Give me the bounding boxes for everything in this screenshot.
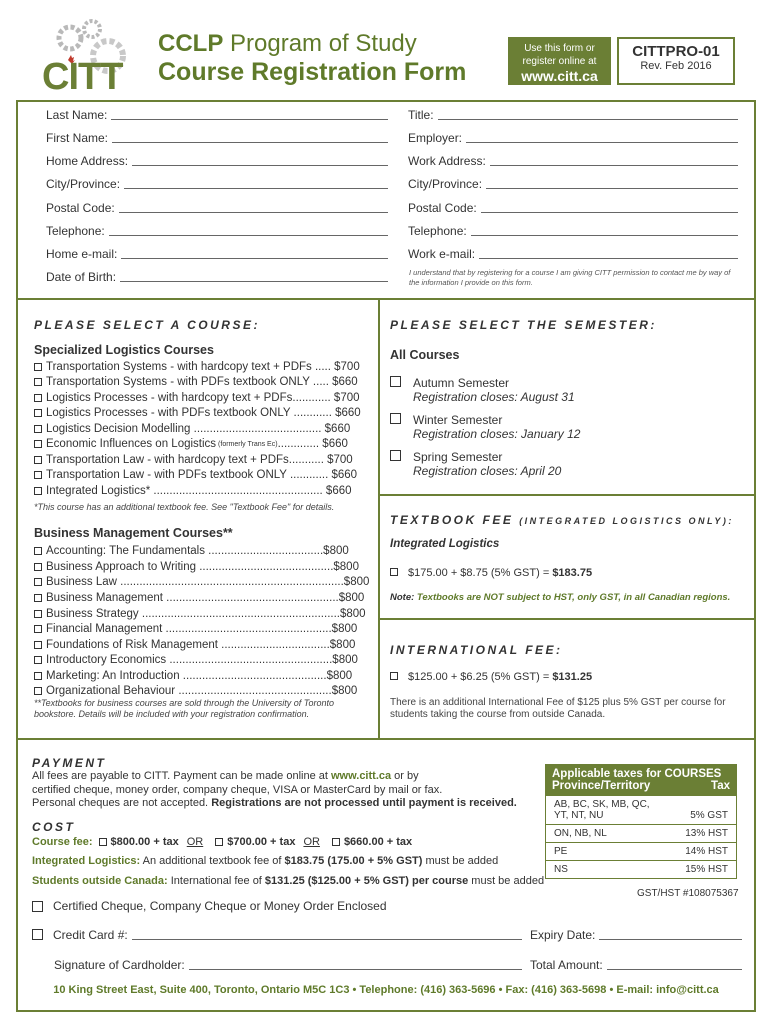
consent-text: I understand that by registering for a course I am giving CITT permission to contact me by way of the information I provide on this form. [409, 268, 731, 287]
international-fee-option[interactable]: $125.00 + $6.25 (5% GST) = $131.25 [390, 671, 592, 683]
divider [16, 298, 756, 300]
course-option[interactable]: Transportation Systems - with hardcopy text + PDFs ..... $700 [34, 361, 360, 373]
fee-checkbox-660[interactable] [332, 838, 340, 846]
employer-field[interactable]: Employer: [408, 129, 738, 145]
payment-url-link[interactable]: www.citt.ca [331, 770, 392, 782]
international-fee-heading: INTERNATIONAL FEE: [390, 643, 563, 657]
checkbox[interactable] [34, 563, 42, 571]
header [0, 0, 770, 100]
semester-section-heading: PLEASE SELECT THE SEMESTER: [390, 318, 657, 332]
checkbox[interactable] [34, 672, 42, 680]
payment-line3: Personal cheques are not accepted. Registrations are not processed until payment is received. [32, 797, 517, 809]
course-option[interactable]: Business Strategy ..............................................................$800 [34, 608, 366, 620]
course-option[interactable]: Logistics Decision Modelling ........................................ $660 [34, 423, 350, 435]
business-note: **Textbooks for business courses are sold through the University of Toronto bookstore. Details will be included with your registration confirmation. [34, 698, 334, 719]
citt-logo [40, 16, 130, 96]
course-option[interactable]: Introductory Economics ...................................................$800 [34, 654, 358, 666]
checkbox[interactable] [34, 471, 42, 479]
date-of-birth-field[interactable]: Date of Birth: [46, 268, 388, 284]
divider [380, 494, 756, 496]
tax-row: NS 15% HST [546, 860, 736, 878]
course-section-heading: PLEASE SELECT A COURSE: [34, 318, 260, 332]
fee-checkbox-700[interactable] [215, 838, 223, 846]
all-courses-heading: All Courses [390, 348, 460, 362]
checkbox[interactable] [34, 594, 42, 602]
cost-heading: COST [32, 820, 76, 834]
checkbox[interactable] [34, 456, 42, 464]
work-address-field[interactable]: Work Address: [408, 152, 738, 168]
divider [16, 738, 756, 740]
expiry-date-field[interactable]: Expiry Date: [530, 928, 742, 942]
checkbox[interactable] [34, 656, 42, 664]
course-option[interactable]: Logistics Processes - with hardcopy text + PDFs............ $700 [34, 392, 360, 404]
title-field[interactable]: Title: [408, 106, 738, 122]
checkbox[interactable] [34, 378, 42, 386]
course-option[interactable]: Accounting: The Fundamentals ....................................$800 [34, 545, 349, 557]
checkbox[interactable] [34, 547, 42, 555]
course-option[interactable]: Transportation Law - with hardcopy text + PDFs........... $700 [34, 454, 353, 466]
gst-number: GST/HST #108075367 [637, 888, 739, 899]
course-option[interactable]: Business Management ......................................................$800 [34, 592, 364, 604]
checkbox[interactable] [34, 487, 42, 495]
semester-option-winter[interactable]: Winter Semester Registration closes: January 12 [390, 413, 401, 427]
course-option[interactable]: Business Approach to Writing ..........................................$800 [34, 561, 359, 573]
textbook-note: Note: Textbooks are NOT subject to HST, only GST, in all Canadian regions. [390, 592, 731, 603]
specialized-note: *This course has an additional textbook fee. See "Textbook Fee" for details. [34, 502, 335, 512]
tax-table-header: Applicable taxes for COURSES Province/Territory Tax [546, 765, 736, 795]
home-address-field[interactable]: Home Address: [46, 152, 388, 168]
integrated-logistics-cost: Integrated Logistics: An additional textbook fee of $183.75 (175.00 + 5% GST) must be added [32, 855, 499, 867]
fee-checkbox-800[interactable] [99, 838, 107, 846]
column-divider [378, 300, 380, 738]
tax-row: AB, BC, SK, MB, QC, YT, NT, NU 5% GST [546, 795, 736, 824]
checkbox[interactable] [34, 363, 42, 371]
checkbox[interactable] [390, 450, 401, 461]
course-fee-options: Course fee: $800.00 + tax OR $700.00 + tax OR $660.00 + tax [32, 836, 413, 848]
tax-table [545, 764, 737, 879]
work-email-field[interactable]: Work e-mail: [408, 245, 738, 261]
form-title: Course Registration Form [158, 58, 467, 86]
semester-option-spring[interactable]: Spring Semester Registration closes: April 20 [390, 450, 401, 464]
checkbox[interactable] [34, 409, 42, 417]
textbook-sub: Integrated Logistics [390, 538, 500, 550]
checkbox[interactable] [34, 394, 42, 402]
checkbox[interactable] [390, 376, 401, 387]
textbook-fee-heading: TEXTBOOK FEE (INTEGRATED LOGISTICS ONLY): [390, 513, 734, 527]
checkbox[interactable] [32, 901, 43, 912]
checkbox[interactable] [34, 625, 42, 633]
divider [380, 618, 756, 620]
online-box: Use this form or register online at www.citt.ca [508, 37, 611, 85]
international-cost: Students outside Canada: International fee of $131.25 ($125.00 + 5% GST) per course must be added [32, 875, 545, 887]
international-desc: There is an additional International Fee of $125 plus 5% GST per course for students taking the course from outside Canada. [390, 697, 726, 720]
business-heading: Business Management Courses** [34, 526, 233, 540]
city-province-field[interactable]: City/Province: [46, 175, 388, 191]
checkbox[interactable] [34, 578, 42, 586]
semester-option-autumn[interactable]: Autumn Semester Registration closes: August 31 [390, 376, 401, 390]
checkbox[interactable] [390, 568, 398, 576]
last-name-field[interactable]: Last Name: [46, 106, 388, 122]
page-title: CCLP Program of Study [158, 30, 417, 57]
footer-contact: 10 King Street East, Suite 400, Toronto, Ontario M5C 1C3 • Telephone: (416) 363-5696 • Fax: (416) 363-5698 • E-mail: info@citt.ca [53, 984, 719, 996]
work-city-province-field[interactable]: City/Province: [408, 175, 738, 191]
tax-row: ON, NB, NL 13% HST [546, 824, 736, 842]
work-telephone-field[interactable]: Telephone: [408, 222, 738, 238]
payment-line2: certified cheque, money order, company cheque, VISA or MasterCard by mail or fax. [32, 784, 443, 796]
course-option[interactable]: Business Law ......................................................................$800 [34, 576, 369, 588]
cheque-option[interactable]: Certified Cheque, Company Cheque or Money Order Enclosed [32, 899, 387, 913]
course-option[interactable]: Financial Management ....................................................$800 [34, 623, 357, 635]
first-name-field[interactable]: First Name: [46, 129, 388, 145]
tax-row: PE 14% HST [546, 842, 736, 860]
course-option[interactable]: Organizational Behaviour ................................................$800 [34, 685, 357, 697]
checkbox[interactable] [34, 687, 42, 695]
home-email-field[interactable]: Home e-mail: [46, 245, 388, 261]
work-postal-code-field[interactable]: Postal Code: [408, 199, 738, 215]
logo-text: CITT [42, 56, 123, 98]
checkbox[interactable] [34, 440, 42, 448]
payment-heading: PAYMENT [32, 756, 107, 770]
checkbox[interactable] [34, 610, 42, 618]
checkbox[interactable] [390, 413, 401, 424]
postal-code-field[interactable]: Postal Code: [46, 199, 388, 215]
checkbox[interactable] [32, 929, 43, 940]
payment-line1: All fees are payable to CITT. Payment can be made online at www.citt.ca or by [32, 770, 419, 782]
signature-field[interactable]: Signature of Cardholder: [54, 958, 522, 972]
specialized-heading: Specialized Logistics Courses [34, 343, 214, 357]
total-amount-field[interactable]: Total Amount: [530, 958, 742, 972]
course-option-economic[interactable]: Economic Influences on Logistics (formerly Trans Ec) ............. $660 [34, 438, 348, 450]
textbook-fee-option[interactable]: $175.00 + $8.75 (5% GST) = $183.75 [390, 567, 592, 579]
course-option[interactable]: Marketing: An Introduction .............................................$800 [34, 670, 352, 682]
online-url-link[interactable]: www.citt.ca [521, 68, 598, 84]
form-code-box: CITTPRO-01 Rev. Feb 2016 [617, 37, 735, 85]
course-option[interactable]: Integrated Logistics* ..................................................... $660 [34, 485, 352, 497]
course-option[interactable]: Foundations of Risk Management ..................................$800 [34, 639, 355, 651]
course-option[interactable]: Logistics Processes - with PDFs textbook ONLY ............ $660 [34, 407, 361, 419]
checkbox[interactable] [390, 672, 398, 680]
telephone-field[interactable]: Telephone: [46, 222, 388, 238]
credit-card-field[interactable]: Credit Card #: [32, 928, 522, 942]
checkbox[interactable] [34, 641, 42, 649]
checkbox[interactable] [34, 425, 42, 433]
course-option[interactable]: Transportation Law - with PDFs textbook ONLY ............ $660 [34, 469, 357, 481]
course-option[interactable]: Transportation Systems - with PDFs textbook ONLY ..... $660 [34, 376, 358, 388]
